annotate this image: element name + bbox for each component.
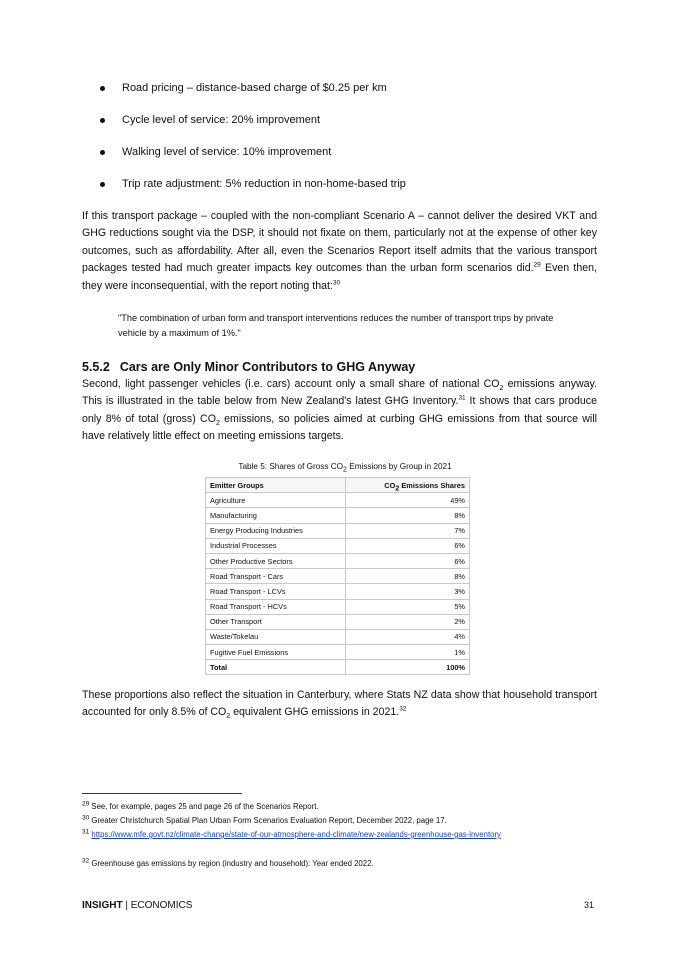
cell-share: 8% [346, 508, 470, 523]
bullet-dot-icon [100, 150, 105, 155]
footnote-number: 30 [82, 814, 90, 822]
table-row [206, 553, 470, 568]
paragraph-text: equivalent GHG emissions in 2021. [230, 706, 400, 719]
caption-text: Table 5: Shares of Gross CO [238, 462, 344, 471]
paragraph-text: emissions, so policies aimed at curbing GHG emissions from that source will have relatively little effect on meeting emissions targets. [82, 412, 597, 443]
cell-share: 6% [346, 553, 470, 568]
paragraph-text: Second, light passenger vehicles (i.e. cars) account only a small share of national CO [82, 378, 500, 390]
table-total-row [206, 660, 470, 675]
bullet-dot-icon [100, 86, 105, 91]
caption-text: Emissions by Group in 2021 [346, 462, 452, 471]
page-number: 31 [584, 900, 595, 910]
footer-brand [82, 900, 192, 911]
cell-group: Road Transport - Cars [206, 569, 346, 584]
cell-group: Manufacturing [206, 508, 346, 523]
subscript: 2 [499, 385, 504, 393]
footnote-31 [82, 829, 602, 841]
section-heading [82, 360, 415, 374]
subscript: 2 [226, 713, 231, 721]
table-row [206, 584, 470, 599]
cell-share: 3% [346, 584, 470, 599]
footnote-text: Greenhouse gas emissions by region (industry and household): Year ended 2022. [89, 859, 374, 868]
table-caption [205, 462, 485, 474]
footnote-link[interactable]: https://www.mfe.govt.nz/climate-change/state-of-our-atmosphere-and-climate/new-zealands-greenhouse-gas-inventory [91, 830, 501, 839]
cell-share: 49% [346, 493, 470, 508]
bullet-text: Cycle level of service: 20% improvement [122, 114, 321, 126]
cell-group: Waste/Tokelau [206, 629, 346, 644]
section-number: 5.5.2 [82, 360, 110, 374]
table-row [206, 599, 470, 614]
paragraph-text: If this transport package – coupled with the non-compliant Scenario A – cannot deliver the desired VKT and GHG reductions sought via the DSP, it should not fixate on them, particularly not at the expense of other key outcomes, such as affordability. After all, even the Scenarios Report itself admits that the various transport packages tested had much greater impacts key outcomes than the urban form scenarios did. [82, 210, 597, 275]
footer-separator: | [122, 900, 131, 911]
cell-group: Other Transport [206, 614, 346, 629]
column-header-shares [346, 478, 470, 493]
footnote-number: 29 [82, 800, 90, 808]
footnote-number: 32 [82, 857, 90, 865]
table-row [206, 569, 470, 584]
paragraph-text: It shows that cars produce only 8% of total (gross) CO [82, 395, 597, 425]
bullet-item [100, 144, 580, 176]
column-header-groups: Emitter Groups [206, 478, 346, 493]
subscript: 2 [395, 485, 400, 493]
table-row [206, 614, 470, 629]
cell-share: 5% [346, 599, 470, 614]
subscript: 2 [215, 419, 220, 427]
header-text: CO [384, 480, 396, 490]
cell-share: 2% [346, 614, 470, 629]
footer-section: ECONOMICS [130, 900, 193, 911]
paragraph-cars-share [82, 376, 597, 446]
footnote-text: See, for example, pages 25 and page 26 of the Scenarios Report. [89, 802, 319, 811]
bullet-item [100, 112, 580, 144]
footer-brand-name: INSIGHT [82, 900, 123, 911]
emissions-table [205, 477, 470, 675]
paragraph-text: Even then, they were inconsequential, with the report noting that: [82, 262, 597, 292]
section-title: Cars are Only Minor Contributors to GHG Anyway [119, 360, 416, 374]
cell-group: Road Transport - LCVs [206, 584, 346, 599]
cell-share: 6% [346, 538, 470, 553]
block-quote: "The combination of urban form and transport interventions reduces the number of transport trips by private vehicle by a maximum of 1%." [118, 313, 554, 338]
footnote-ref[interactable]: 29 [533, 261, 541, 269]
footnote-32 [82, 858, 602, 870]
table-row [206, 645, 470, 660]
table-row [206, 493, 470, 508]
cell-share: 7% [346, 523, 470, 538]
bullet-item [100, 80, 580, 112]
footnote-ref[interactable]: 31 [458, 394, 466, 402]
footnote-number: 31 [82, 828, 90, 836]
footnote-ref[interactable]: 32 [399, 705, 407, 713]
table-row [206, 523, 470, 538]
bullet-list [100, 80, 580, 208]
cell-group: Road Transport - HCVs [206, 599, 346, 614]
footnote-29 [82, 801, 602, 813]
header-text: Emissions Shares [399, 480, 465, 490]
table-row [206, 629, 470, 644]
paragraph-transport-package [82, 208, 597, 295]
bullet-text: Road pricing – distance-based charge of $0.25 per km [122, 82, 387, 94]
cell-share: 1% [346, 645, 470, 660]
cell-group: Industrial Processes [206, 538, 346, 553]
footnote-divider [82, 793, 242, 794]
cell-total-value: 100% [346, 660, 470, 675]
bullet-item [100, 176, 580, 208]
paragraph-canterbury [82, 687, 597, 722]
footnote-30 [82, 815, 602, 827]
cell-group: Fugitive Fuel Emissions [206, 645, 346, 660]
cell-share: 4% [346, 629, 470, 644]
table-header-row [206, 478, 470, 493]
table-row [206, 538, 470, 553]
cell-group: Agriculture [206, 493, 346, 508]
footnote-text: Greater Christchurch Spatial Plan Urban Form Scenarios Evaluation Report, December 2022, page 17. [89, 816, 447, 825]
cell-total-label: Total [206, 660, 346, 675]
bullet-dot-icon [100, 118, 105, 123]
cell-share: 8% [346, 569, 470, 584]
bullet-dot-icon [100, 182, 105, 187]
paragraph-text: These proportions also reflect the situation in Canterbury, where Stats NZ data show that household transport accounted for only 8.5% of CO [82, 689, 597, 719]
bullet-text: Walking level of service: 10% improvement [122, 146, 332, 158]
cell-group: Other Productive Sectors [206, 553, 346, 568]
footnote-ref[interactable]: 30 [332, 279, 341, 287]
table-row [206, 508, 470, 523]
paragraph-text: emissions anyway. This is illustrated in the table below from New Zealand's latest GHG Inventory. [82, 378, 597, 408]
cell-group: Energy Producing Industries [206, 523, 346, 538]
subscript: 2 [343, 466, 347, 474]
bullet-text: Trip rate adjustment: 5% reduction in non-home-based trip [122, 178, 406, 190]
